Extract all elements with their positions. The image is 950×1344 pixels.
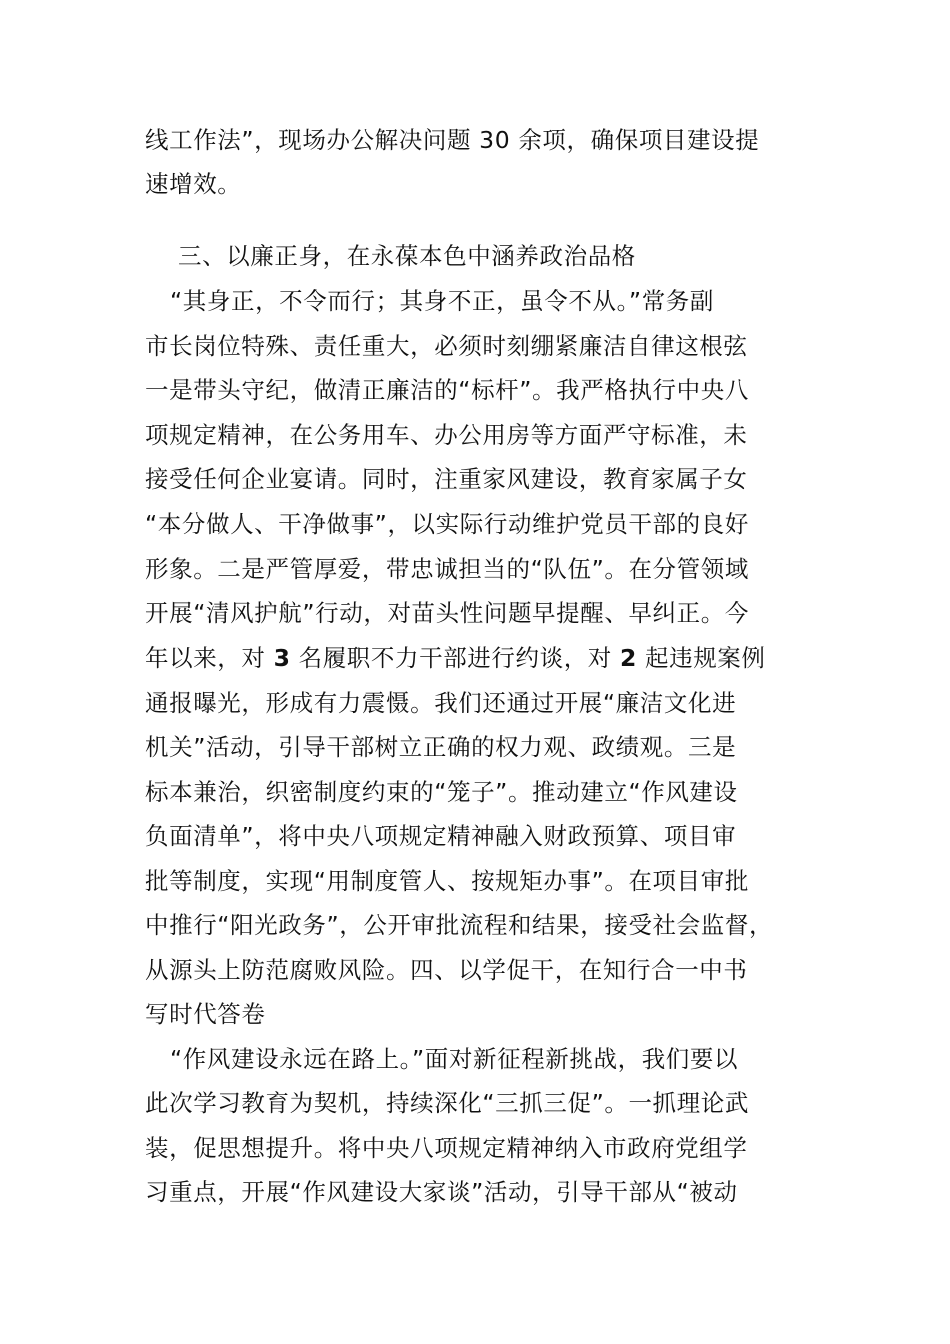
paragraph-line: 开展“清风护航”行动，对苗头性问题早提醒、早纠正。今 bbox=[145, 599, 749, 627]
paragraph-line: 项规定精神，在公务用车、办公用房等方面严守标准，未 bbox=[145, 421, 748, 449]
section-heading: 三、以廉正身，在永葆本色中涵养政治品格 bbox=[178, 242, 636, 270]
paragraph-line: 速增效。 bbox=[145, 170, 242, 198]
paragraph-line: 线工作法”，现场办公解决问题 30 余项，确保项目建设提 bbox=[145, 126, 760, 154]
paragraph-line: 接受任何企业宴请。同时，注重家风建设，教育家属子女 bbox=[145, 465, 748, 493]
paragraph-line: 中推行“阳光政务”，公开审批流程和结果，接受社会监督， bbox=[145, 911, 774, 939]
paragraph-line: 负面清单”，将中央八项规定精神融入财政预算、项目审 bbox=[145, 822, 737, 850]
paragraph-line: 习重点，开展“作风建设大家谈”活动，引导干部从“被动 bbox=[145, 1178, 738, 1206]
line-text: 名履职不力干部进行约谈，对 bbox=[290, 644, 620, 672]
paragraph-line: 此次学习教育为契机，持续深化“三抓三促”。一抓理论武 bbox=[145, 1089, 749, 1117]
paragraph-line: 批等制度，实现“用制度管人、按规矩办事”。在项目审批 bbox=[145, 867, 749, 895]
paragraph-line: 一是带头守纪，做清正廉洁的“标杆”。我严格执行中央八 bbox=[145, 376, 749, 404]
paragraph-line: “本分做人、干净做事”，以实际行动维护党员干部的良好 bbox=[145, 510, 749, 538]
paragraph-line: 标本兼治，织密制度约束的“笼子”。推动建立“作风建设 bbox=[145, 778, 738, 806]
paragraph-line: “其身正，不令而行；其身不正，虽令不从。”常务副 bbox=[170, 287, 714, 315]
paragraph-line: 写时代答卷 bbox=[145, 1000, 266, 1028]
line-text: 年以来，对 bbox=[145, 644, 274, 672]
line-text: 起违规案例 bbox=[636, 644, 766, 672]
paragraph-line: 装，促思想提升。将中央八项规定精神纳入市政府党组学 bbox=[145, 1134, 748, 1162]
paragraph-line: 通报曝光，形成有力震慑。我们还通过开展“廉洁文化进 bbox=[145, 689, 737, 717]
count-bold: 2 bbox=[619, 644, 637, 672]
paragraph-line: 形象。二是严管厚爱，带忠诚担当的“队伍”。在分管领域 bbox=[145, 555, 749, 583]
count-bold: 3 bbox=[273, 644, 291, 672]
paragraph-line bbox=[145, 642, 825, 674]
paragraph-line: 从源头上防范腐败风险。四、以学促干，在知行合一中书 bbox=[145, 956, 748, 984]
paragraph-line: 机关”活动，引导干部树立正确的权力观、政绩观。三是 bbox=[145, 733, 737, 761]
paragraph-line: 市长岗位特殊、责任重大，必须时刻绷紧廉洁自律这根弦 bbox=[145, 332, 748, 360]
paragraph-line: “作风建设永远在路上。”面对新征程新挑战，我们要以 bbox=[170, 1045, 739, 1073]
